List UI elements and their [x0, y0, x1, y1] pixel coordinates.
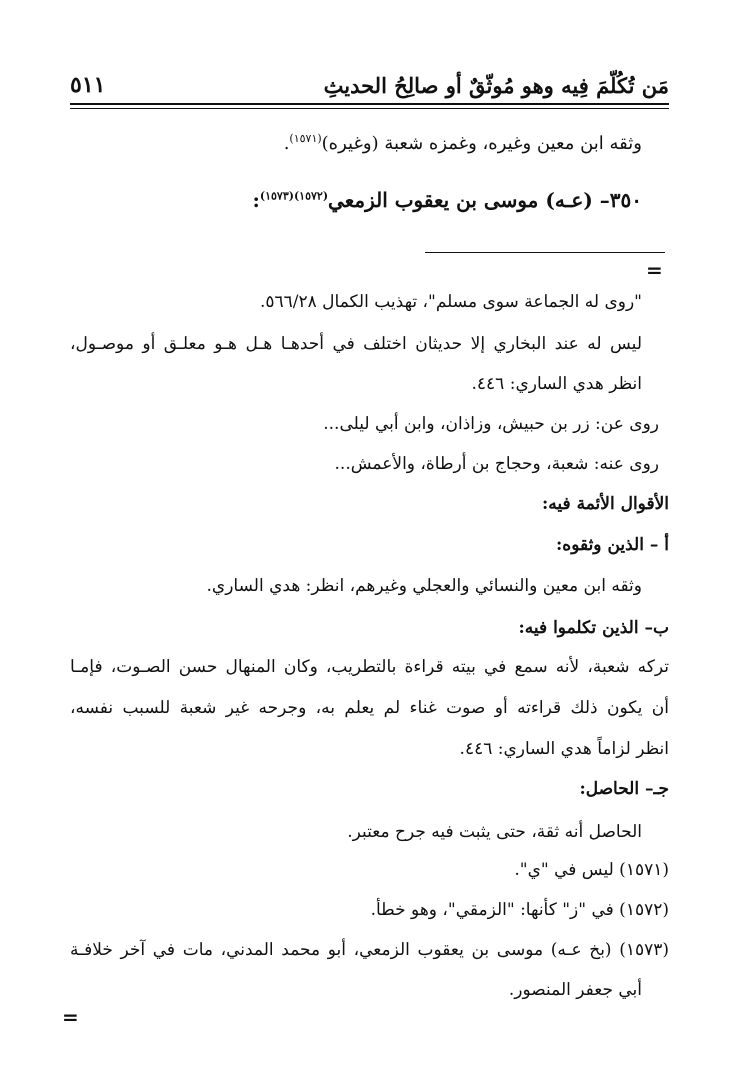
section-heading: أ – الذين وثقوه: [556, 535, 669, 555]
footnote-separator [425, 252, 665, 253]
note-line: انظر لزاماً هدي الساري: ٤٤٦. [459, 739, 669, 759]
body-line: وثقه ابن معين وغيره، وغمزه شعبة (وغيره)$^{(١٥٧١)}$. [283, 132, 642, 154]
entry-heading: ٣٥٠– (عـه) موسى بن يعقوب الزمعي$^{(١٥٧٢)(١٥٧٣)}$: [252, 188, 642, 212]
section-heading: ب– الذين تكلموا فيه: [518, 618, 669, 638]
note-line: انظر هدي الساري: ٤٤٦. [471, 374, 642, 394]
footnote-ref[interactable]: (١٥٧٢)(١٥٧٣) [259, 189, 329, 203]
note-line: الحاصل أنه ثقة، حتى يثبت فيه جرح معتبر. [347, 822, 642, 842]
footnote: أبي جعفر المنصور. [508, 980, 642, 1000]
footnote: (١٥٧٣) (بخ عـه) موسى بن يعقوب الزمعي، أبو محمد المدني، مات في آخر خلافـة [70, 940, 669, 960]
page-header [70, 58, 669, 98]
page-number: ٥١١ [70, 72, 106, 98]
end-marker: = [62, 1005, 79, 1029]
note-line: روى عن: زر بن حبيش، وزاذان، وابن أبي ليلى... [323, 414, 659, 434]
section-heading: جـ– الحاصل: [579, 779, 669, 799]
note-line: ليس له عند البخاري إلا حديثان اختلف في أحدهـا هـل هـو معلـق أو موصـول، [70, 334, 642, 354]
note-line: "روى له الجماعة سوى مسلم"، تهذيب الكمال ٥٦٦/٢٨. [259, 292, 642, 312]
header-rule-thin [70, 108, 669, 109]
note-line: وثقه ابن معين والنسائي والعجلي وغيرهم، انظر: هدي الساري. [206, 576, 642, 596]
note-line: أن يكون ذلك قراءته أو صوت غناء لم يعلم به، وجرحه غير شعبة للسبب نفسه، [70, 698, 669, 718]
running-title: مَن تُكُلّمَ فِيه وهو مُوثّقٌ أو صالِحُ الحديثِ [323, 73, 669, 98]
footnote: (١٥٧٢) في "ز" كأنها: "الزمقي"، وهو خطأ. [370, 900, 669, 920]
note-line: تركه شعبة، لأنه سمع في بيته قراءة بالتطريب، وكان المنهال حسن الصـوت، فإمـا [70, 657, 669, 677]
footnote-ref[interactable]: (١٥٧١) [289, 132, 322, 145]
footnote: (١٥٧١) ليس في "ي". [514, 860, 669, 880]
section-heading: الأقوال الأئمة فيه: [542, 494, 669, 514]
note-line: روى عنه: شعبة، وحجاج بن أرطاة، والأعمش... [334, 454, 659, 474]
header-rule [70, 103, 669, 105]
continuation-marker: = [646, 258, 663, 282]
